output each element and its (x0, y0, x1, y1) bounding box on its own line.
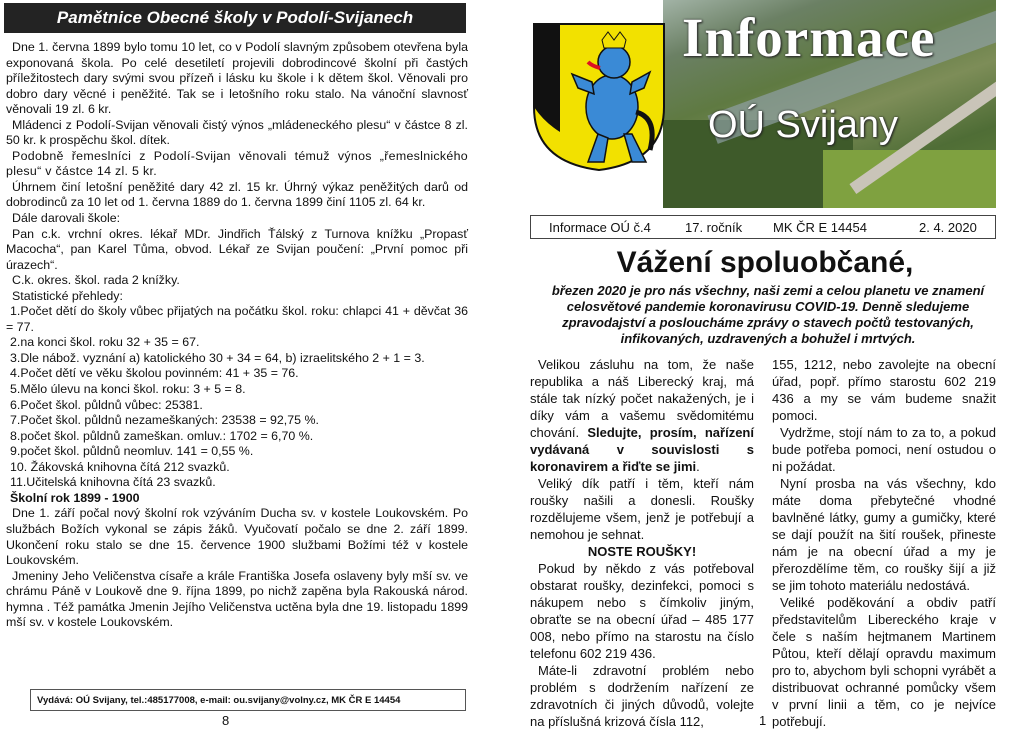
stat-item: 6.Počet škol. půldnů vůbec: 25381. (10, 397, 203, 412)
chronicle-header: Pamětnice Obecné školy v Podolí-Svijanech (4, 3, 466, 33)
lead-paragraph: březen 2020 je pro nás všechny, naši zemi a celou planetu ve znamení celosvětové pandemie koronavirusu COVID-19. Denně sledujeme zpravodajství a posloucháme zprávy o stavech počtů testovaných, infikovaných, uzdravených a bohužel i mrtvých. (551, 283, 985, 346)
stat-item: 2.na konci škol. roku 32 + 35 = 67. (10, 335, 200, 350)
stat-item: 8.počet škol. půldnů zameškan. omluv.: 1702 = 6,70 %. (10, 428, 314, 443)
publisher-footer: Vydává: OÚ Svijany, tel.:485177008, e-mail: ou.svijany@volny.cz, MK ČR E 14454 (30, 689, 466, 711)
stat-item: 9.počet škol. půldnů neomluv. 141 = 0,55 %. (10, 444, 254, 459)
paragraph: Pan c.k. vrchní okres. lékař MDr. Jindřich Ťálský z Turnova knížku „Propasť Macocha“, pan Karel Tůma, obvod. Lékař ze Svijan poučení: „První pomoc při úrazech“. (6, 226, 468, 272)
issue-number: Informace OÚ č.4 (549, 220, 651, 235)
paragraph: Pokud by někdo z vás potřeboval obstarat roušky, dezinfekci, pomoci s nákupem nebo s čímkoliv jiným, obraťte se na obecní úřad – 485 177 008, nebo přímo na starostu na číslo telefonu 602 219 436. (530, 561, 754, 661)
coat-of-arms-icon (532, 22, 666, 172)
paragraph: Velikou zásluhu na tom, že naše republika a náš Liberecký kraj, má stále tak nízký počet nakažených, je i díky vám a vašemu svědomitému chování. Sledujte, prosím, nařízení vydávaná v souvislosti s koronavirem a řiďte se jimi. (530, 357, 754, 474)
page-number: 8 (222, 713, 230, 728)
left-page (0, 0, 480, 732)
paragraph: Veliké poděkování a obdiv patří představitelům Libereckého kraje v čele s naším hejtmanem Martinem Půtou, kteří dělají opravdu maximum pro to, abychom byli schopni vyrábět a distribuovat ochranné pomůcky všem v první linii a těm, co je nejvíce potřebují. (772, 595, 996, 729)
paragraph: C.k. okres. škol. rada 2 knížky. (12, 273, 180, 288)
masthead-subtitle: OÚ Svijany (708, 104, 899, 146)
paragraph: Vydržme, stojí nám to za to, a pokud bude potřeba pomoci, není ostudou o ni požádat. (772, 425, 996, 474)
paragraph: Dne 1. června 1899 bylo tomu 10 let, co v Podolí slavným způsobem otevřena byla exponovaná škola. Po celé desetiletí projevili dobrodincové školní při častých příležitostech dary svými svou přízeň i lásku ku škole i k dětem škol. Věnovali pro dobro dary věcné i peněžité. Tak se i letošního roku stalo. Na vánoční slavnosť věnovali 19 zl. 6 kr. (6, 40, 468, 117)
paragraph: Jmeniny Jeho Veličenstva císaře a krále Františka Josefa oslaveny byly mší sv. ve chrámu Páně v Loukově dne 9. října 1899, po nichž zapěna byla Rakouská národ. hymna . Též památka Jmenin Jejího Veličenstva uctěna byla dne 19. listopadu 1899 mší sv. v kostele Loukovském. (6, 568, 468, 630)
chronicle-text (6, 40, 468, 631)
paragraph: Máte-li zdravotní problém nebo problém s dodržením nařízení ze zdravotních či jiných důvodů, volejte na příslušná krizová čísla 112, (530, 663, 754, 729)
stat-item: 11.Učitelská knihovna čítá 23 svazků. (10, 475, 216, 490)
paragraph: Veliký dík patří i těm, kteří nám roušky našili a donesli. Roušky rozdělujeme všem, jenž je potřebují a nemohou je sehnat. (530, 476, 754, 542)
issue-info-bar (530, 215, 996, 239)
stat-item: 10. Žákovská knihovna čítá 212 svazků. (10, 459, 230, 474)
right-page (520, 0, 1024, 732)
paragraph: Dále darovali škole: (12, 211, 121, 226)
stats-title: Statistické přehledy: (12, 288, 123, 303)
column-1 (530, 356, 754, 730)
volume: 17. ročník (685, 220, 743, 235)
section-heading: NOSTE ROUŠKY! (587, 544, 697, 559)
paragraph: 155, 1212, nebo zavolejte na obecní úřad, popř. přímo starostu 602 219 436 a my se vám budeme snažit pomoci. (772, 357, 996, 423)
column-2 (772, 356, 996, 730)
paragraph: Dne 1. září počal nový školní rok vzýváním Ducha sv. v kostele Loukovském. Po službách Božích vykonal se zápis žáků. Vyučovatí počalo se dne 2. září 1899. Ukončení roku stalo se dne 15. července 1900 službami Božími též v kostele Loukovském. (6, 506, 468, 568)
page-number: 1 (759, 713, 767, 728)
paragraph: Mládenci z Podolí-Svijan věnovali čistý výnos „mládeneckého plesu“ v částce 8 zl. 50 kr. k prospěchu škol. dítek. (6, 117, 468, 148)
issue-date: 2. 4. 2020 (919, 220, 977, 235)
registration: MK ČR E 14454 (773, 220, 867, 235)
stat-item: 3.Dle nábož. vyznání a) katolického 30 + 34 = 64, b) izraelitského 2 + 1 = 3. (10, 350, 425, 365)
paragraph: Nyní prosba na vás všechny, kdo máte doma přebytečné vhodné bavlněné látky, gumy a gumičky, které se dají použít na šití roušek, přineste nám je na obecní úřad a my je přerozdělíme těm, co roušky šijí a již se jim tohoto materiálu nedostává. (772, 476, 996, 593)
stat-item: 5.Mělo úlevu na konci škol. roku: 3 + 5 = 8. (10, 382, 246, 397)
paragraph: Úhrnem činí letošní peněžité dary 42 zl. 15 kr. Úhrný výkaz peněžitých darů od dobrodinců za 10 let od 1. června 1889 do 1. června 1899 činí 1105 zl. 64 kr. (6, 179, 468, 210)
stat-item: 4.Počet dětí ve věku školou povinném: 41 + 35 = 76. (10, 366, 299, 381)
masthead-title: Informace (682, 7, 936, 68)
paragraph: Podobně řemeslníci z Podolí-Svijan věnovali témuž výnos „řemeslnického plesu“ v částce 14 zl. 5 kr. (6, 148, 468, 179)
subheading: Školní rok 1899 - 1900 (10, 490, 140, 505)
stat-item: 1.Počet dětí do školy vůbec přijatých na počátku škol. roku: chlapci 41 + děvčat 36 = 77. (6, 304, 468, 334)
headline: Vážení spoluobčané, (616, 246, 914, 279)
stat-item: 7.Počet škol. půldnů nezameškaných: 23538 = 92,75 %. (10, 413, 319, 428)
